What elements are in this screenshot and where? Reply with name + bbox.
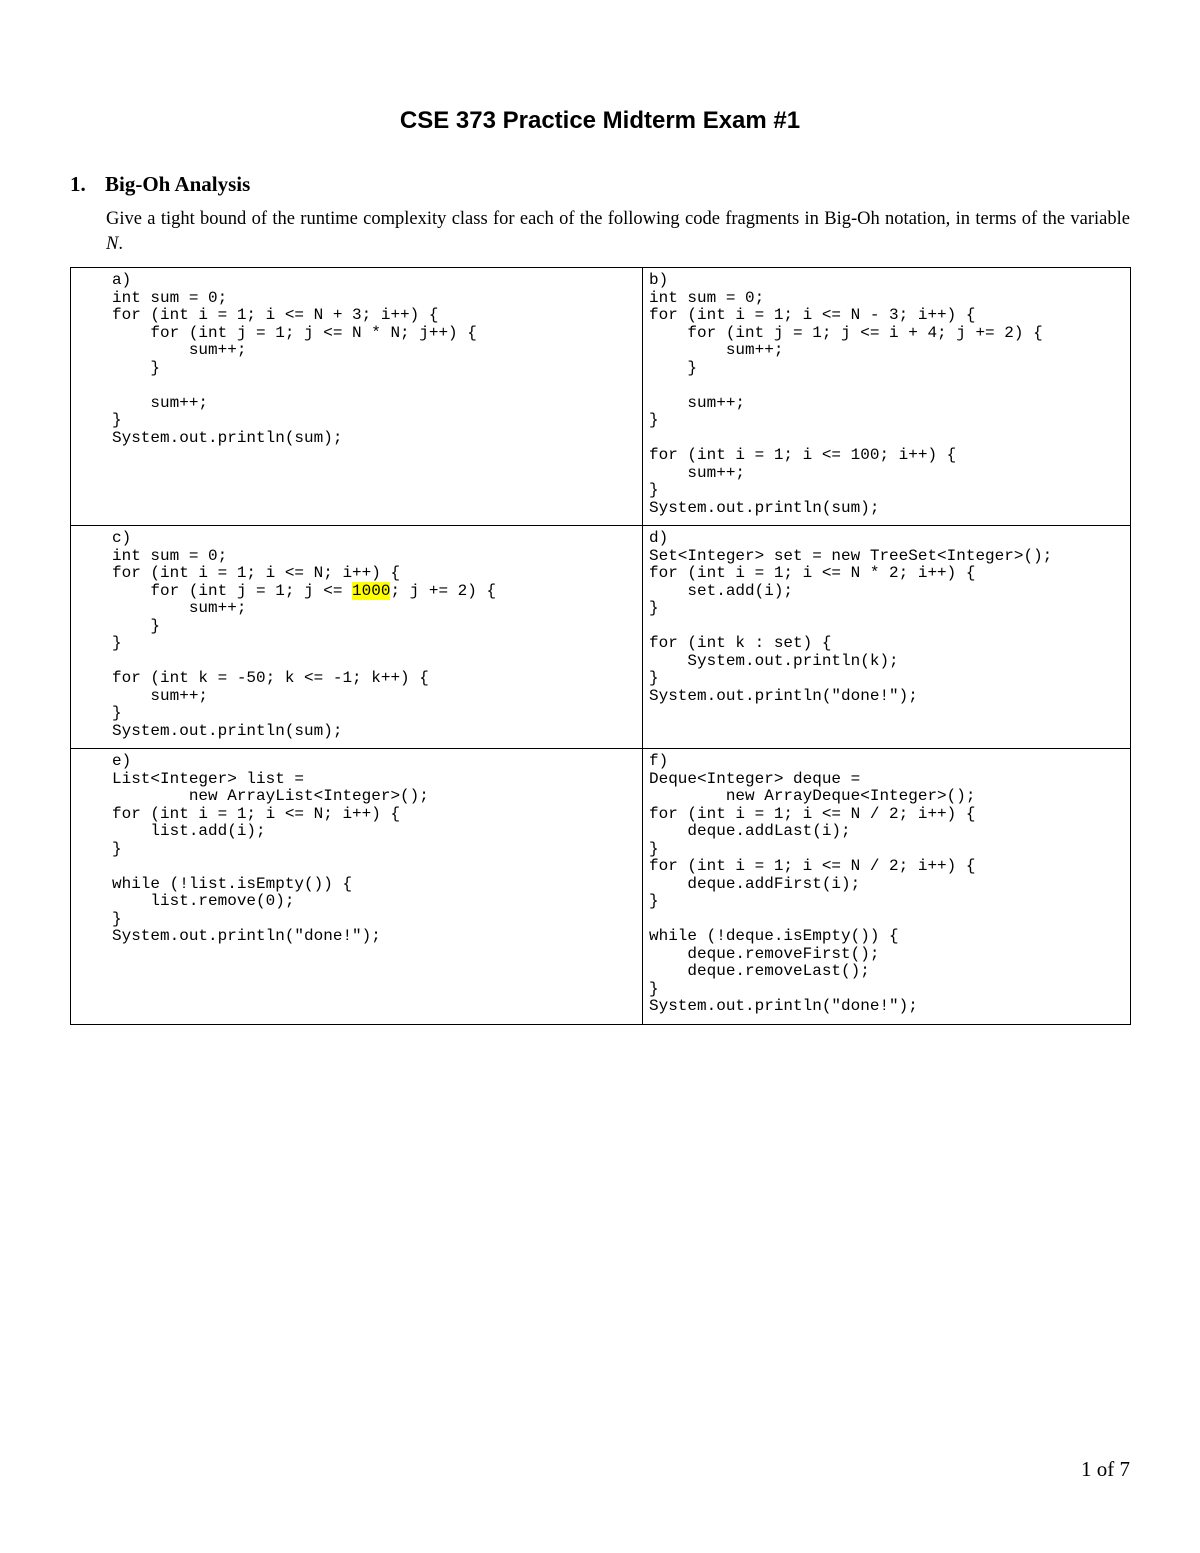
table-row — [71, 526, 1131, 749]
fragment-d-code: d) Set<Integer> set = new TreeSet<Integer>(); for (int i = 1; i <= N * 2; i++) { set.add(i); } for (int k : set) { System.out.println(k); } System.out.println("done!"); — [649, 529, 1053, 705]
fragment-c-cell — [71, 526, 643, 749]
fragment-a-code: a) int sum = 0; for (int i = 1; i <= N + 3; i++) { for (int j = 1; j <= N * N; j++) { sum++; } sum++; } System.out.println(sum); — [112, 271, 477, 447]
highlighted-limit: 1000 — [352, 581, 391, 600]
fragment-f-code: f) Deque<Integer> deque = new ArrayDeque<Integer>(); for (int i = 1; i <= N / 2; i++) { deque.addLast(i); } for (int i = 1; i <= N / 2; i++) { deque.addFirst(i); } while (!deque.isEmpty()) { deque.removeFirst(); deque.removeLast(); } System.out.println("done!"); — [649, 752, 976, 1015]
fragment-c-code — [112, 530, 642, 740]
code-fragments-table — [70, 267, 1131, 1025]
table-row — [71, 749, 1131, 1025]
question-1-title: Big-Oh Analysis — [105, 172, 251, 196]
page-number: 1 of 7 — [1081, 1457, 1130, 1481]
fragment-c-code-start: c) int sum = 0; for (int i = 1; i <= N; i++) { for (int j = 1; j <= — [112, 529, 401, 600]
instructions-text: Give a tight bound of the runtime complexity class for each of the following code fragments in Big-Oh notation, in terms of the variable — [106, 209, 1130, 229]
fragment-a-cell — [71, 268, 643, 526]
question-1-heading — [70, 170, 250, 198]
instructions-variable: N — [106, 234, 119, 254]
instructions-end: . — [118, 234, 123, 254]
fragment-f-cell — [643, 749, 1131, 1025]
fragment-b-code: b) int sum = 0; for (int i = 1; i <= N - 3; i++) { for (int j = 1; j <= i + 4; j += 2) { sum++; } sum++; } for (int i = 1; i <= 100; i++) { sum++; } System.out.println(sum); — [649, 271, 1043, 517]
exam-title: CSE 373 Practice Midterm Exam #1 — [399, 107, 801, 134]
fragment-b-cell — [643, 268, 1131, 526]
fragment-e-code: e) List<Integer> list = new ArrayList<Integer>(); for (int i = 1; i <= N; i++) { list.add(i); } while (!list.isEmpty()) { list.remove(0); } System.out.println("done!"); — [112, 752, 429, 945]
table-row — [71, 268, 1131, 526]
question-1-number: 1. — [70, 172, 86, 196]
fragment-e-cell — [71, 749, 643, 1025]
fragment-c-code-end: ; j += 2) { sum++; } } for (int k = -50; k <= -1; k++) { sum++; } System.out.println(sum); — [112, 581, 497, 740]
fragment-d-cell — [643, 526, 1131, 749]
question-1-instructions — [106, 207, 1130, 257]
